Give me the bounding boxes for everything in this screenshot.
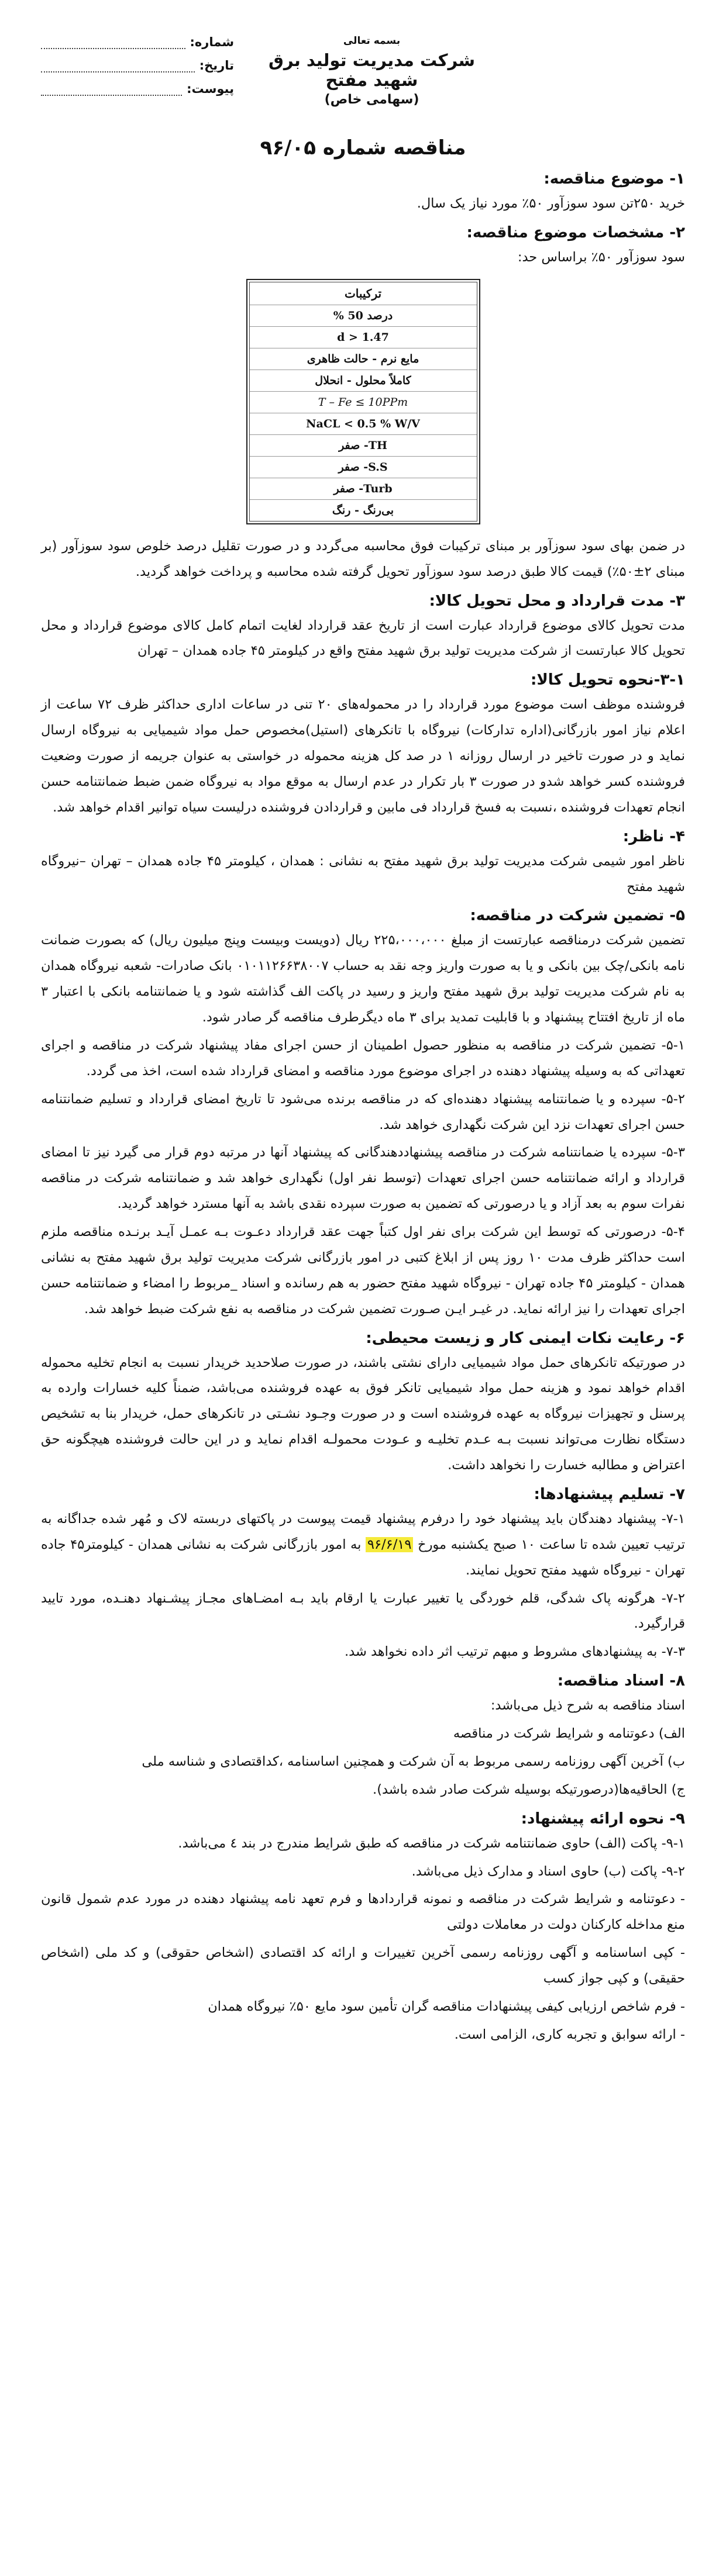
section-5-p4: ۵-۴- درصورتی که توسط این شرکت برای نفر اول کتباً جهت عقد قرارداد دعـوت بـه عمـل آیـد برنـده مناقصه ملزم است حداکثر ظرف مدت ۱۰ روز پس از ابلاغ کتبی در امور بازرگانی شرکت مدیریت تولید برق شهید مفتح به نشانی همدان - کیلومتر ۴۵ جاده تهران - نیروگاه شهید مفتح حضور به هم رسانده و اسناد _مربوط را امضاء و ضمانتنامه حسن اجرای تعهدات را نیز ارائه نماید. در غیـر ایـن صـورت تضمین شرکت در مناقصه به نفع شرکت ضبط خواهد شد. — [41, 1224, 685, 1317]
section-8-heading: ۸- اسناد مناقصه: — [557, 1672, 685, 1690]
spec-solubility: کاملاً محلول - انحلال — [250, 370, 477, 392]
spec-appearance: مایع نرم - حالت ظاهری — [250, 348, 477, 370]
section-9-p1: ۹-۱- پاکت (الف) حاوی ضمانتنامه شرکت در مناقصه که طبق شرایط مندرج در بند ٤ می‌باشد. — [178, 1835, 685, 1851]
section-8-item-b: ب) آخرین آگهی روزنامه رسمی مربوط به آن شرکت و همچنین اساسنامه ،کداقتصادی و شناسه ملی — [142, 1753, 685, 1769]
section-2-heading: ۲- مشخصات موضوع مناقصه: — [466, 223, 685, 241]
section-8-item-c: ج) الحاقیه‌ها(درصورتیکه بوسیله شرکت صادر شده باشد). — [373, 1781, 685, 1797]
section-9-bullet-4: - ارائه سوابق و تجربه کاری، الزامی است. — [454, 2026, 685, 2042]
section-7-p2: ۷-۲- هرگونه پاک شدگی، قلم خوردگی یا تغییر عبارت یا ارقام باید بـه امضـاهای مجـاز پیشـنهاد دهنـده، مورد تایید قرارگیرد. — [41, 1590, 685, 1632]
section-5-p0: تضمین شرکت درمناقصه عبارتست از مبلغ ۲۲۵،۰۰۰،۰۰۰ ریال (دویست وبیست وپنج میلیون ریال) که بصورت ضمانت نامه بانکی/چک بین بانکی و یا به صورت واریز وجه نقد به حساب ۰۱۰۱۱۲۶۶۳۸۰۰۷ بانک صادرات- شعبه نیروگاه همدان به نام شرکت مدیریت تولید برق شهید مفتح واریز و رسید در پاکت الف گذاشته شود و یا ضمانتنامه بانکی با اعتبار ۳ ماه از تاریخ افتتاح پیشنهاد و با قابلیت تمدید برای ۳ ماه دیگرطرف مناقصه گر صادر شود. — [41, 933, 685, 1025]
section-3-1-text: فروشنده موظف است موضوع مورد قرارداد را در محموله‌های ۲۰ تنی در ساعات اداری حداکثر ظرف ۷۲ ساعت از اعلام نیاز امور بازرگانی(اداره تدارکات) نیروگاه با تانکرهای (استیل)مخصوص حمل مواد شیمیایی به نیروگاه ارسال نماید و در صورت تاخیر در ارسال روزانه ۱ در صد کل هزینه محموله در خواستی به عنوان جریمه از صورت وضعیت فروشنده کسر خواهد شدو در صورت ۳ بار تکرار در عدم ارسال به موقع مواد به نیروگاه ضمن ضبط ضمانتنامه حسن انجام تعهدات فروشنده ،نسبت به فسخ قرارداد فی مابین و قراردادن فروشنده درلیست سیاه توانیر اقدام خواهد شد. — [41, 697, 685, 815]
section-9-p2: ۹-۲- پاکت (ب) حاوی اسناد و مدارک ذیل می‌باشد. — [411, 1863, 685, 1879]
section-3-1-heading: ۳-۱-نحوه تحویل کالا: — [531, 671, 685, 689]
section-5-p3: ۵-۳- سپرده یا ضمانتنامه شرکت در مناقصه پیشنهاددهندگانی که پیشنهاد آنها در مرتبه دوم قرار می گیرد نیز تا امضای قرارداد و ارائه ضمانتنامه حسن اجرای تعهدات (توسط نفر اول) نگهداری خواهد شد و ضمانتنامه شرکت در مناقصه نفرات سوم به بعد آزاد و یا درصورتی که تضمین به صورت سپرده نقدی باشد به آنها مسترد خواهد گردید. — [41, 1145, 685, 1212]
section-9-heading: ۹- نحوه ارائه پیشنهاد: — [521, 1810, 685, 1828]
spec-turb: Turb- صفر — [250, 478, 477, 500]
date-label: تاریخ: — [199, 58, 234, 72]
section-8-intro: اسناد مناقصه به شرح ذیل می‌باشد: — [490, 1698, 685, 1714]
section-6-heading: ۶- رعایت نکات ایمنی کار و زیست محیطی: — [366, 1329, 685, 1347]
section-5-p1: ۵-۱- تضمین شرکت در مناقصه به منظور حصول اطمینان از حسن اجرای مفاد پیشنهاد شرکت در مناقصه و اجرای تعهداتی که به وسیله پیشنهاد دهنده در اجرای موضوع مورد مناقصه و امضای قرارداد شده است، اخذ می گردد. — [41, 1037, 685, 1079]
section-3-heading: ۳- مدت قرارداد و محل تحویل کالا: — [429, 592, 685, 610]
number-label: شماره: — [190, 35, 234, 49]
number-dots — [41, 37, 185, 49]
letterhead — [252, 35, 492, 107]
section-7-p3: ۷-۳- به پیشنهادهای مشروط و مبهم ترتیب اثر داده نخواهد شد. — [345, 1644, 685, 1660]
date-dots — [41, 61, 195, 72]
spec-th: TH- صفر — [250, 435, 477, 457]
section-3-text: مدت تحویل کالای موضوع قرارداد عبارت است از تاریخ عقد قرارداد لغایت اتمام کامل کالای موضوع قرارداد و محل تحویل کالا عبارتست از شرکت مدیریت تولید برق شهید مفتح واقع در کیلومتر ۴۵ جاده همدان – تهران — [41, 617, 685, 659]
spec-ss: S.S- صفر — [250, 457, 477, 478]
section-6-text: در صورتیکه تانکرهای حمل مواد شیمیایی دارای نشتی باشند، در صورت صلاحدید خریدار نسبت به انجام تخلیه محموله اقدام خواهد نمود و هزینه حمل مواد شیمیایی تانکر فوق به عهده فروشنده می‌باشد، ضمناً کلیه خسارات وارده به پرسنل و تجهیزات نیروگاه به عهده فروشنده است و در صورت وجـود نشـتی در تانکرهای حمل، خریدار بنا به تشخیص دستگاه نظارت می‌تواند نسبت بـه عـدم تخلیـه و عـودت محمولـه اقدام نماید و در این حالت فروشنده هیچگونه حق اعتراض و مطالبه خسارت را نخواهد داشت. — [41, 1355, 685, 1473]
section-4-heading: ۴- ناظر: — [622, 827, 685, 845]
section-9-bullet-3: - فرم شاخص ارزیابی کیفی پیشنهادات مناقصه گران تأمین سود مایع ۵۰٪ نیروگاه همدان — [208, 1998, 685, 2014]
attachment-dots — [41, 84, 182, 96]
attachment-row — [41, 82, 234, 96]
spec-title: ترکیبات — [250, 282, 477, 305]
deadline-date: ۹۶/۶/۱۹ — [366, 1537, 414, 1552]
section-1-heading: ۱- موضوع مناقصه: — [543, 170, 685, 188]
section-4-text: ناظر امور شیمی شرکت مدیریت تولید برق شهید مفتح به نشانی : همدان ، کیلومتر ۴۵ جاده همدان – تهران –نیروگاه شهید مفتح — [41, 853, 685, 895]
section-1-text: خرید ۲۵۰تن سود سوزآور ۵۰٪ مورد نیاز یک سال. — [417, 196, 685, 211]
section-7-p1 — [41, 1507, 685, 1584]
company-type: (سهامی خاص) — [324, 92, 419, 107]
section-2-text: سود سوزآور ۵۰٪ براساس حد: — [517, 249, 685, 265]
section-9-bullet-2: - کپی اساسنامه و آگهی روزنامه رسمی آخرین تغییرات و ارائه کد اقتصادی (اشخاص حقوقی) و کد ملی (اشخاص حقیقی) و کپی جواز کسب — [41, 1945, 685, 1986]
section-9-bullet-1: - دعوتنامه و شرایط شرکت در مناقصه و نمونه قراردادها و فرم تعهد نامه پیشنهاد دهنده در مورد عدم شمول قانون منع مداخله کارکنان دولت در معاملات دولتی — [41, 1891, 685, 1933]
attachment-label: پیوست: — [187, 82, 234, 96]
spec-iron: T – Fe ≤ 10PPm — [250, 392, 477, 413]
section-8-item-a: الف) دعوتنامه و شرایط شرکت در مناقصه — [453, 1726, 685, 1741]
section-7-heading: ۷- تسلیم پیشنهادها: — [534, 1485, 685, 1503]
section-7-p1-after: به امور بازرگانی شرکت به نشانی همدان - کیلومتر۴۵ جاده تهران - نیروگاه شهید مفتح تحویل نمایند. — [41, 1536, 685, 1578]
company-name: شرکت مدیریت تولید برق شهید مفتح — [268, 50, 476, 90]
section-2-after: در ضمن بهای سود سوزآور بر مبنای ترکیبات فوق محاسبه می‌گردد و در صورت تقلیل درصد خلوص سود سوزآور (بر مبنای ۲±۵۰٪) قیمت کالا طبق درصد سود سوزآور تحویل گرفته شده محاسبه و پرداخت خواهد گردید. — [41, 538, 685, 579]
spec-density: d > 1.47 — [250, 327, 477, 348]
date-row — [41, 58, 234, 72]
spec-percent: درصد 50 % — [250, 305, 477, 327]
section-5-p2: ۵-۲- سپرده و یا ضمانتنامه پیشنهاد دهنده‌ای که در مناقصه برنده می‌شود تا تاریخ امضای قرارداد و تسلیم ضمانتنامه حسن اجرای تعهدات نزد این شرکت نگهداری خواهد شد. — [41, 1091, 685, 1132]
letter-meta — [41, 35, 234, 105]
section-7-p1-before: ۷-۱- پیشنهاد دهندگان باید پیشنهاد خود را درفرم پیشنهاد قیمت پیوست در پاکتهای دربسته لاک و مُهر شده جداگانه به ترتیب تعیین شده تا ساعت ۱۰ صبح یکشنبه مورخ — [41, 1511, 686, 1552]
number-row — [41, 35, 234, 49]
spec-table — [246, 279, 480, 524]
bismillah: بسمه تعالی — [343, 35, 401, 47]
spec-nacl: NaCL < 0.5 % W/V — [250, 413, 477, 435]
spec-color: بی‌رنگ - رنگ — [332, 503, 394, 517]
section-5-heading: ۵- تضمین شرکت در مناقصه: — [470, 907, 685, 925]
tender-title: مناقصه شماره ۹۶/۰۵ — [260, 136, 466, 160]
